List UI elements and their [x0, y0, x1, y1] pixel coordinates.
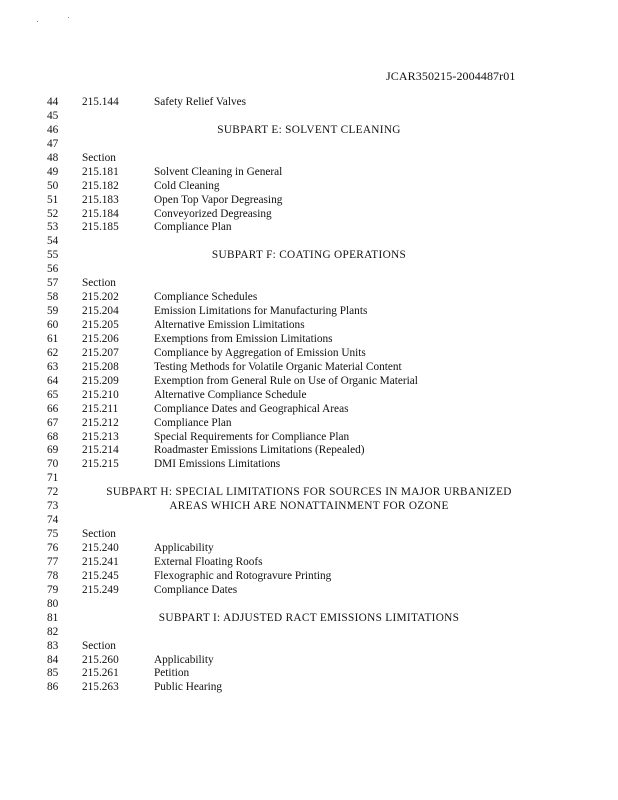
section-title: External Floating Roofs — [154, 555, 263, 568]
section-number: 215.213 — [82, 430, 119, 443]
section-number: 215.209 — [82, 374, 119, 387]
section-line — [0, 166, 618, 180]
line-number: 81 — [47, 611, 59, 624]
section-line — [0, 444, 618, 458]
line-number: 44 — [47, 96, 59, 108]
section-title: Exemption from General Rule on Use of Organic Material — [154, 374, 418, 387]
section-line — [0, 667, 618, 681]
line-number: 67 — [47, 416, 59, 429]
line-number: 53 — [47, 221, 59, 234]
section-number: Section — [82, 277, 116, 290]
section-line — [0, 403, 618, 417]
section-title: DMI Emissions Limitations — [154, 458, 281, 471]
section-line — [0, 681, 618, 695]
blank-line — [0, 626, 618, 640]
section-title: Compliance by Aggregation of Emission Units — [154, 346, 366, 359]
section-line — [0, 277, 618, 291]
section-number: 215.182 — [82, 179, 119, 192]
section-line — [0, 152, 618, 166]
section-line — [0, 458, 618, 472]
line-number: 78 — [47, 569, 59, 582]
section-number: 215.144 — [82, 96, 119, 108]
subpart-heading: SUBPART F: COATING OPERATIONS — [211, 249, 407, 262]
section-line — [0, 333, 618, 347]
line-number: 57 — [47, 277, 59, 290]
line-number: 45 — [47, 109, 59, 122]
section-title: Petition — [154, 667, 190, 680]
blank-line — [0, 514, 618, 528]
section-line — [0, 208, 618, 222]
section-number: 215.206 — [82, 332, 119, 345]
line-number: 79 — [47, 583, 59, 596]
section-title: Testing Methods for Volatile Organic Material Content — [154, 360, 402, 373]
section-number: 215.241 — [82, 555, 119, 568]
section-number: Section — [82, 528, 116, 541]
line-number: 58 — [47, 291, 59, 304]
section-line — [0, 361, 618, 375]
section-number: Section — [82, 639, 116, 652]
section-line — [0, 319, 618, 333]
section-number: 215.181 — [82, 165, 119, 178]
section-line — [0, 640, 618, 654]
subpart-heading-line — [0, 486, 618, 500]
section-number: 215.207 — [82, 346, 119, 359]
blank-line — [0, 138, 618, 152]
line-number: 48 — [47, 151, 59, 164]
section-line — [0, 221, 618, 235]
section-number: 215.205 — [82, 319, 119, 331]
section-number: 215.263 — [82, 681, 119, 694]
section-line — [0, 291, 618, 305]
blank-line — [0, 598, 618, 612]
section-title: Flexographic and Rotogravure Printing — [154, 569, 332, 582]
section-line — [0, 542, 618, 556]
line-number: 77 — [47, 555, 59, 568]
section-line — [0, 528, 618, 542]
blank-line — [0, 235, 618, 249]
line-number: 60 — [47, 319, 59, 331]
section-line — [0, 417, 618, 431]
section-title: Roadmaster Emissions Limitations (Repealed) — [154, 444, 365, 457]
section-title: Compliance Plan — [154, 416, 232, 429]
section-title: Alternative Compliance Schedule — [154, 388, 307, 401]
section-line — [0, 556, 618, 570]
subpart-heading: SUBPART I: ADJUSTED RACT EMISSIONS LIMITATIONS — [158, 611, 460, 624]
line-number: 72 — [47, 486, 59, 499]
line-number: 61 — [47, 332, 59, 345]
line-number: 80 — [47, 597, 59, 610]
line-number: 68 — [47, 430, 59, 443]
section-number: 215.202 — [82, 291, 119, 304]
line-number: 82 — [47, 625, 59, 638]
scan-speck — [68, 17, 69, 18]
subpart-heading-line — [0, 124, 618, 138]
section-line — [0, 570, 618, 584]
scan-speck — [37, 21, 38, 22]
subpart-heading-line — [0, 500, 618, 514]
line-number: 47 — [47, 137, 59, 150]
line-number: 84 — [47, 653, 59, 666]
line-number: 83 — [47, 639, 59, 652]
blank-line — [0, 263, 618, 277]
section-number: Section — [82, 151, 116, 164]
line-number: 55 — [47, 249, 59, 262]
line-number: 66 — [47, 402, 59, 415]
section-title: Alternative Emission Limitations — [154, 319, 305, 331]
subpart-heading: SUBPART E: SOLVENT CLEANING — [217, 123, 401, 136]
line-number: 50 — [47, 179, 59, 192]
section-number: 215.184 — [82, 207, 119, 220]
section-number: 215.240 — [82, 542, 119, 554]
subpart-heading-line — [0, 249, 618, 263]
subpart-heading: AREAS WHICH ARE NONATTAINMENT FOR OZONE — [169, 500, 449, 513]
section-title: Compliance Dates and Geographical Areas — [154, 402, 349, 415]
subpart-heading-line — [0, 612, 618, 626]
section-line — [0, 347, 618, 361]
line-number: 86 — [47, 681, 59, 694]
section-title: Compliance Dates — [154, 583, 238, 596]
line-number: 70 — [47, 458, 59, 471]
line-number: 49 — [47, 165, 59, 178]
section-number: 215.214 — [82, 444, 119, 457]
blank-line — [0, 472, 618, 486]
line-number: 69 — [47, 444, 59, 457]
section-title: Applicability — [154, 542, 214, 554]
line-number: 75 — [47, 528, 59, 541]
section-number: 215.260 — [82, 653, 119, 666]
section-number: 215.212 — [82, 416, 119, 429]
section-line — [0, 584, 618, 598]
section-title: Emission Limitations for Manufacturing Plants — [154, 305, 368, 318]
section-title: Cold Cleaning — [154, 179, 220, 192]
section-title: Exemptions from Emission Limitations — [154, 332, 333, 345]
section-line — [0, 194, 618, 208]
table-of-contents — [0, 96, 618, 695]
section-line — [0, 389, 618, 403]
section-title: Special Requirements for Compliance Plan — [154, 430, 350, 443]
section-line — [0, 375, 618, 389]
section-number: 215.183 — [82, 193, 119, 206]
section-number: 215.215 — [82, 458, 119, 471]
line-number: 76 — [47, 542, 59, 554]
line-number: 63 — [47, 360, 59, 373]
line-number: 64 — [47, 374, 59, 387]
line-number: 62 — [47, 346, 59, 359]
section-title: Compliance Plan — [154, 221, 232, 234]
line-number: 71 — [47, 472, 59, 485]
section-line — [0, 431, 618, 445]
document-id: JCAR350215-2004487r01 — [386, 69, 516, 83]
line-number: 73 — [47, 500, 59, 513]
line-number: 85 — [47, 667, 59, 680]
section-number: 215.204 — [82, 305, 119, 318]
line-number: 46 — [47, 123, 59, 136]
subpart-heading: SUBPART H: SPECIAL LIMITATIONS FOR SOURCES IN MAJOR URBANIZED — [106, 486, 512, 499]
line-number: 59 — [47, 305, 59, 318]
section-number: 215.210 — [82, 388, 119, 401]
section-number: 215.208 — [82, 360, 119, 373]
line-number: 54 — [47, 235, 59, 248]
section-line — [0, 180, 618, 194]
line-number: 56 — [47, 263, 59, 276]
section-number: 215.185 — [82, 221, 119, 234]
section-title: Compliance Schedules — [154, 291, 258, 304]
section-line — [0, 305, 618, 319]
line-number: 51 — [47, 193, 59, 206]
section-number: 215.249 — [82, 583, 119, 596]
line-number: 65 — [47, 388, 59, 401]
line-number: 52 — [47, 207, 59, 220]
section-line — [0, 654, 618, 668]
section-title: Open Top Vapor Degreasing — [154, 193, 283, 206]
section-line — [0, 96, 618, 110]
section-title: Solvent Cleaning in General — [154, 165, 283, 178]
section-number: 215.245 — [82, 569, 119, 582]
section-number: 215.211 — [82, 402, 119, 415]
section-number: 215.261 — [82, 667, 119, 680]
section-title: Applicability — [154, 653, 214, 666]
blank-line — [0, 110, 618, 124]
section-title: Safety Relief Valves — [154, 96, 247, 108]
section-title: Conveyorized Degreasing — [154, 207, 272, 220]
section-title: Public Hearing — [154, 681, 223, 694]
line-number: 74 — [47, 514, 59, 527]
